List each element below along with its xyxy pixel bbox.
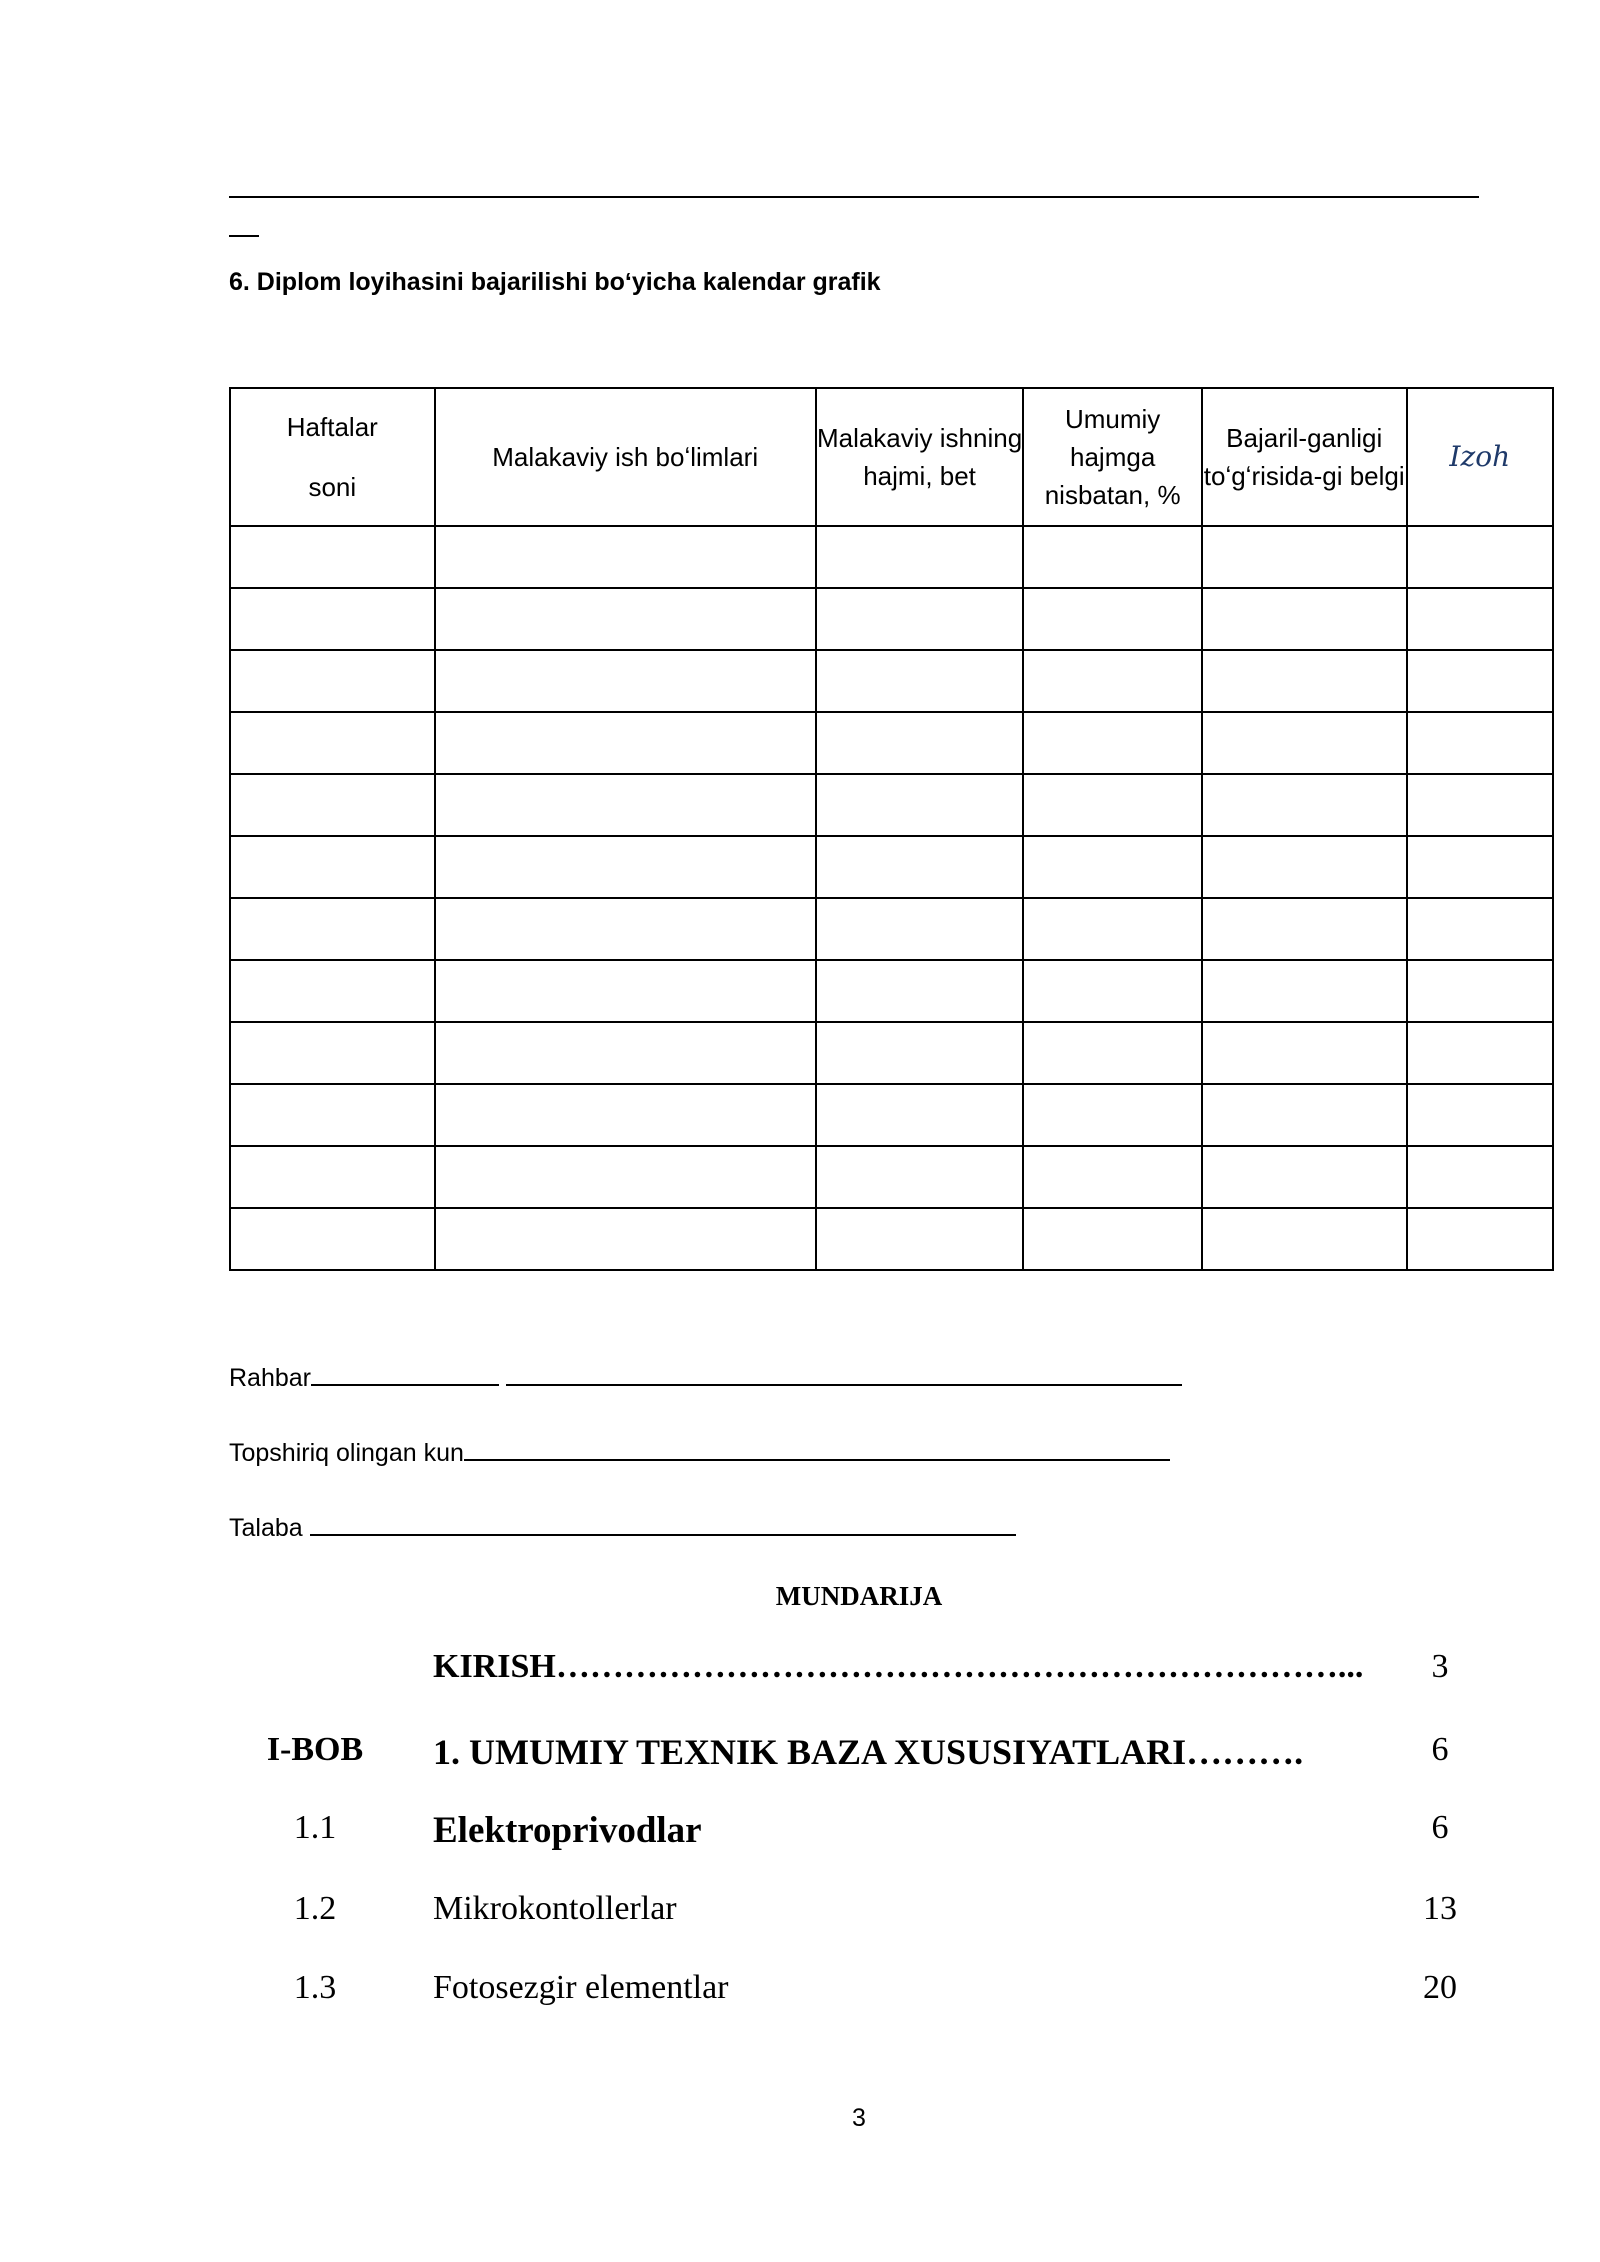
- table-row: [230, 588, 1553, 650]
- table-cell-note[interactable]: [1407, 898, 1553, 960]
- header-weeks-line1: Haftalar: [286, 412, 378, 442]
- table-row: [230, 774, 1553, 836]
- table-cell-percent[interactable]: [1023, 1084, 1202, 1146]
- table-cell-volume[interactable]: [816, 650, 1024, 712]
- table-cell-completion-mark[interactable]: [1202, 712, 1407, 774]
- rahbar-label: Rahbar: [229, 1364, 311, 1392]
- table-cell-note[interactable]: [1407, 1084, 1553, 1146]
- table-cell-percent[interactable]: [1023, 960, 1202, 1022]
- toc-entry-text: KIRISH……………………………………………………………...: [433, 1648, 1364, 1685]
- table-cell-note[interactable]: [1407, 836, 1553, 898]
- table-cell-percent[interactable]: [1023, 836, 1202, 898]
- table-row: [230, 1146, 1553, 1208]
- table-cell-volume[interactable]: [816, 898, 1024, 960]
- top-rule: [229, 196, 1479, 198]
- toc-entry-num: 1.1: [293, 1809, 337, 1846]
- signature-topshiriq: [229, 1437, 1170, 1468]
- table-cell-sections[interactable]: [435, 712, 816, 774]
- table-cell-note[interactable]: [1407, 526, 1553, 588]
- table-cell-percent[interactable]: [1023, 526, 1202, 588]
- table-row: [230, 836, 1553, 898]
- table-cell-completion-mark[interactable]: [1202, 774, 1407, 836]
- table-cell-weeks[interactable]: [230, 836, 435, 898]
- toc-entry-text: Fotosezgir elementlar: [433, 1969, 729, 2006]
- table-cell-note[interactable]: [1407, 960, 1553, 1022]
- table-cell-percent[interactable]: [1023, 898, 1202, 960]
- toc-entry-text: Mikrokontollerlar: [433, 1890, 677, 1927]
- table-cell-note[interactable]: [1407, 1146, 1553, 1208]
- table-cell-completion-mark[interactable]: [1202, 960, 1407, 1022]
- table-cell-note[interactable]: [1407, 650, 1553, 712]
- rahbar-blank-1[interactable]: [311, 1362, 499, 1386]
- header-sections: Malakaviy ish boʻlimlari: [435, 388, 816, 526]
- header-weeks: [230, 388, 435, 526]
- table-cell-completion-mark[interactable]: [1202, 1022, 1407, 1084]
- header-weeks-line2: soni: [308, 472, 357, 502]
- talaba-blank[interactable]: [310, 1512, 1016, 1536]
- table-body: [230, 526, 1553, 1270]
- calendar-table: [229, 387, 1554, 1271]
- table-cell-sections[interactable]: [435, 526, 816, 588]
- table-cell-sections[interactable]: [435, 1084, 816, 1146]
- table-row: [230, 1022, 1553, 1084]
- table-row: [230, 898, 1553, 960]
- table-cell-completion-mark[interactable]: [1202, 836, 1407, 898]
- table-cell-note[interactable]: [1407, 712, 1553, 774]
- table-cell-completion-mark[interactable]: [1202, 650, 1407, 712]
- table-cell-weeks[interactable]: [230, 898, 435, 960]
- toc-entry-text: 1. UMUMIY TEXNIK BAZA XUSUSIYATLARI……….: [433, 1732, 1304, 1772]
- table-cell-sections[interactable]: [435, 650, 816, 712]
- table-cell-weeks[interactable]: [230, 1208, 435, 1270]
- toc-entry-page: 20: [1423, 1969, 1457, 2006]
- table-row: [230, 650, 1553, 712]
- toc-entry-text: Elektroprivodlar: [433, 1810, 702, 1851]
- header-volume: Malakaviy ishning hajmi, bet: [816, 388, 1024, 526]
- dash-rule: [229, 235, 259, 237]
- table-row: [230, 1208, 1553, 1270]
- table-cell-percent[interactable]: [1023, 774, 1202, 836]
- table-cell-volume[interactable]: [816, 836, 1024, 898]
- table-cell-volume[interactable]: [816, 1084, 1024, 1146]
- table-cell-sections[interactable]: [435, 1022, 816, 1084]
- table-cell-sections[interactable]: [435, 1146, 816, 1208]
- header-percent: Umumiy hajmga nisbatan, %: [1023, 388, 1202, 526]
- table-cell-sections[interactable]: [435, 836, 816, 898]
- signature-rahbar: [229, 1362, 1182, 1393]
- table-cell-volume[interactable]: [816, 774, 1024, 836]
- table-cell-volume[interactable]: [816, 588, 1024, 650]
- toc-entry-num: 1.3: [293, 1969, 337, 2006]
- toc-entry-page: 6: [1431, 1731, 1449, 1768]
- table-cell-weeks[interactable]: [230, 1146, 435, 1208]
- page-number: 3: [852, 2104, 866, 2132]
- table-row: [230, 1084, 1553, 1146]
- table-cell-weeks[interactable]: [230, 960, 435, 1022]
- table-cell-note[interactable]: [1407, 588, 1553, 650]
- toc-title: MUNDARIJA: [775, 1581, 943, 1611]
- table-cell-completion-mark[interactable]: [1202, 1208, 1407, 1270]
- toc-entry-page: 13: [1423, 1890, 1457, 1927]
- table-cell-note[interactable]: [1407, 1022, 1553, 1084]
- table-cell-volume[interactable]: [816, 1146, 1024, 1208]
- table-cell-percent[interactable]: [1023, 1022, 1202, 1084]
- table-cell-sections[interactable]: [435, 774, 816, 836]
- rahbar-blank-2[interactable]: [506, 1362, 1182, 1386]
- table-cell-sections[interactable]: [435, 1208, 816, 1270]
- table-cell-volume[interactable]: [816, 960, 1024, 1022]
- table-cell-weeks[interactable]: [230, 774, 435, 836]
- table-cell-volume[interactable]: [816, 712, 1024, 774]
- table-cell-completion-mark[interactable]: [1202, 1146, 1407, 1208]
- table-cell-volume[interactable]: [816, 1208, 1024, 1270]
- table-cell-percent[interactable]: [1023, 1208, 1202, 1270]
- table-cell-completion-mark[interactable]: [1202, 526, 1407, 588]
- table-cell-sections[interactable]: [435, 588, 816, 650]
- table-header-row: [230, 388, 1553, 526]
- table-cell-percent[interactable]: [1023, 1146, 1202, 1208]
- toc-entry-num: I-BOB: [266, 1731, 364, 1768]
- toc-entry-page: 6: [1431, 1809, 1449, 1846]
- header-completion-mark: Bajaril-ganligi toʻgʻrisida-gi belgi: [1202, 388, 1407, 526]
- table-cell-weeks[interactable]: [230, 526, 435, 588]
- table-row: [230, 960, 1553, 1022]
- table-cell-sections[interactable]: [435, 898, 816, 960]
- table-cell-weeks[interactable]: [230, 588, 435, 650]
- table-cell-completion-mark[interactable]: [1202, 1084, 1407, 1146]
- header-note: [1407, 388, 1553, 526]
- table-row: [230, 526, 1553, 588]
- table-cell-weeks[interactable]: [230, 1084, 435, 1146]
- table-cell-weeks[interactable]: [230, 1022, 435, 1084]
- table-cell-volume[interactable]: [816, 526, 1024, 588]
- toc-entry-page: 3: [1431, 1648, 1449, 1685]
- topshiriq-blank[interactable]: [464, 1437, 1170, 1461]
- table-cell-note[interactable]: [1407, 1208, 1553, 1270]
- table-cell-note[interactable]: [1407, 774, 1553, 836]
- table-cell-percent[interactable]: [1023, 588, 1202, 650]
- table-cell-percent[interactable]: [1023, 712, 1202, 774]
- signature-talaba: [229, 1512, 1016, 1543]
- table-cell-completion-mark[interactable]: [1202, 588, 1407, 650]
- header-note-text: Izoh: [1449, 440, 1511, 473]
- table-cell-weeks[interactable]: [230, 712, 435, 774]
- table-row: [230, 712, 1553, 774]
- table-cell-volume[interactable]: [816, 1022, 1024, 1084]
- table-cell-weeks[interactable]: [230, 650, 435, 712]
- section-title: 6. Diplom loyihasini bajarilishi boʻyicha kalendar grafik: [229, 268, 881, 296]
- table-cell-percent[interactable]: [1023, 650, 1202, 712]
- toc-entry-num: 1.2: [293, 1890, 337, 1927]
- talaba-label: Talaba: [229, 1514, 303, 1542]
- topshiriq-label: Topshiriq olingan kun: [229, 1439, 464, 1467]
- table-cell-completion-mark[interactable]: [1202, 898, 1407, 960]
- table-cell-sections[interactable]: [435, 960, 816, 1022]
